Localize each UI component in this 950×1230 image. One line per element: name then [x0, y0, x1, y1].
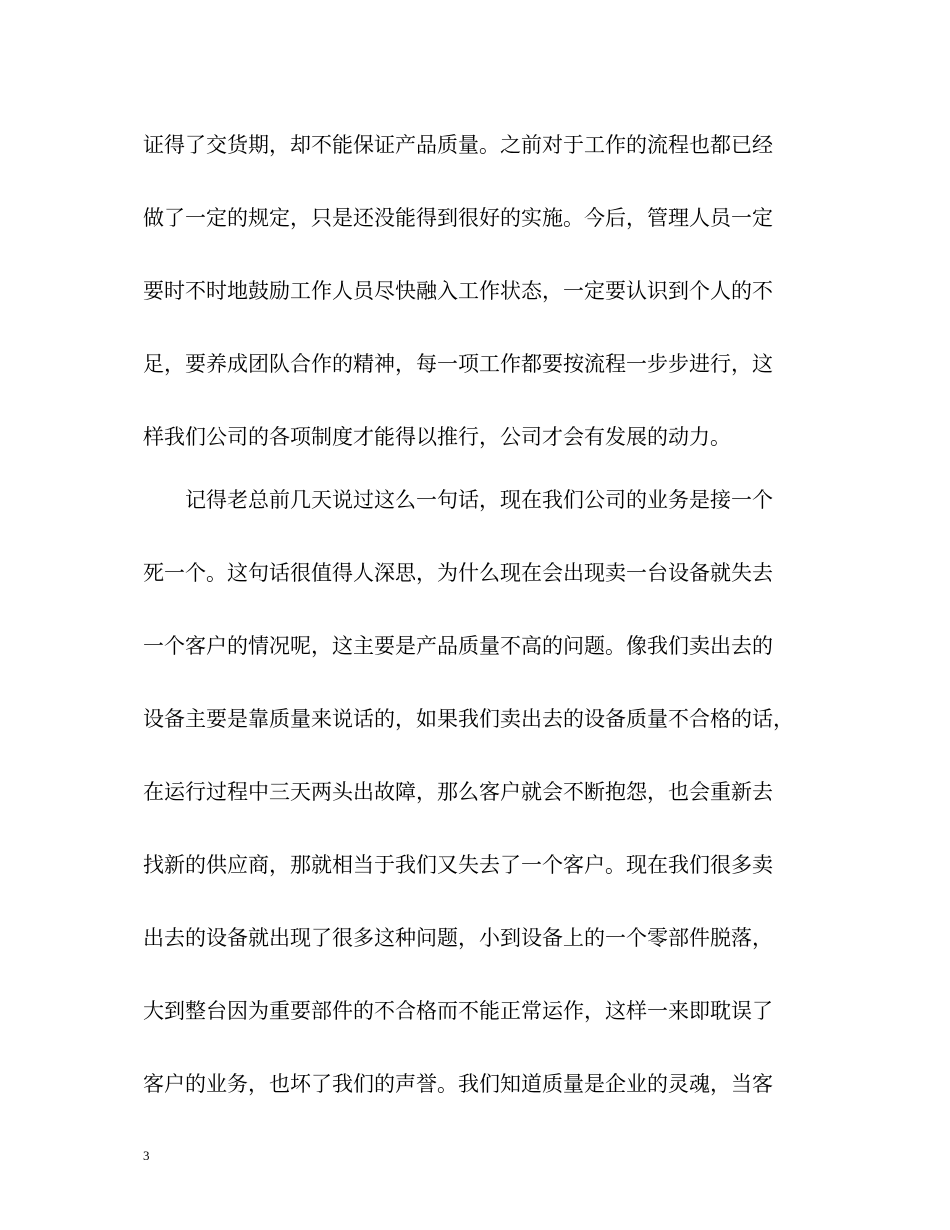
- paragraph-start-line: 记得老总前几天说过这么一句话，现在我们公司的业务是接一个: [143, 488, 773, 512]
- text-line: 证得了交货期，却不能保证产品质量。之前对于工作的流程也都已经: [143, 133, 773, 157]
- text-line: 要时不时地鼓励工作人员尽快融入工作状态，一定要认识到个人的不: [143, 279, 773, 303]
- text-line: 死一个。这句话很值得人深思，为什么现在会出现卖一台设备就失去: [143, 561, 773, 585]
- text-line: 样我们公司的各项制度才能得以推行，公司才会有发展的动力。: [143, 425, 731, 449]
- text-line: 足，要养成团队合作的精神，每一项工作都要按流程一步步进行，这: [143, 352, 773, 376]
- text-line: 大到整台因为重要部件的不合格而不能正常运作，这样一来即耽误了: [143, 999, 773, 1023]
- text-line: 做了一定的规定，只是还没能得到很好的实施。今后，管理人员一定: [143, 206, 773, 230]
- page-number: 3: [143, 1148, 150, 1163]
- text-line: 客户的业务，也坏了我们的声誉。我们知道质量是企业的灵魂，当客: [143, 1072, 773, 1096]
- text-line: 设备主要是靠质量来说话的，如果我们卖出去的设备质量不合格的话，: [143, 707, 794, 731]
- text-line: 一个客户的情况呢，这主要是产品质量不高的问题。像我们卖出去的: [143, 634, 773, 658]
- text-line: 出去的设备就出现了很多这种问题，小到设备上的一个零部件脱落，: [143, 926, 773, 950]
- text-line: 在运行过程中三天两头出故障，那么客户就会不断抱怨，也会重新去: [143, 780, 773, 804]
- text-line: 找新的供应商，那就相当于我们又失去了一个客户。现在我们很多卖: [143, 853, 773, 877]
